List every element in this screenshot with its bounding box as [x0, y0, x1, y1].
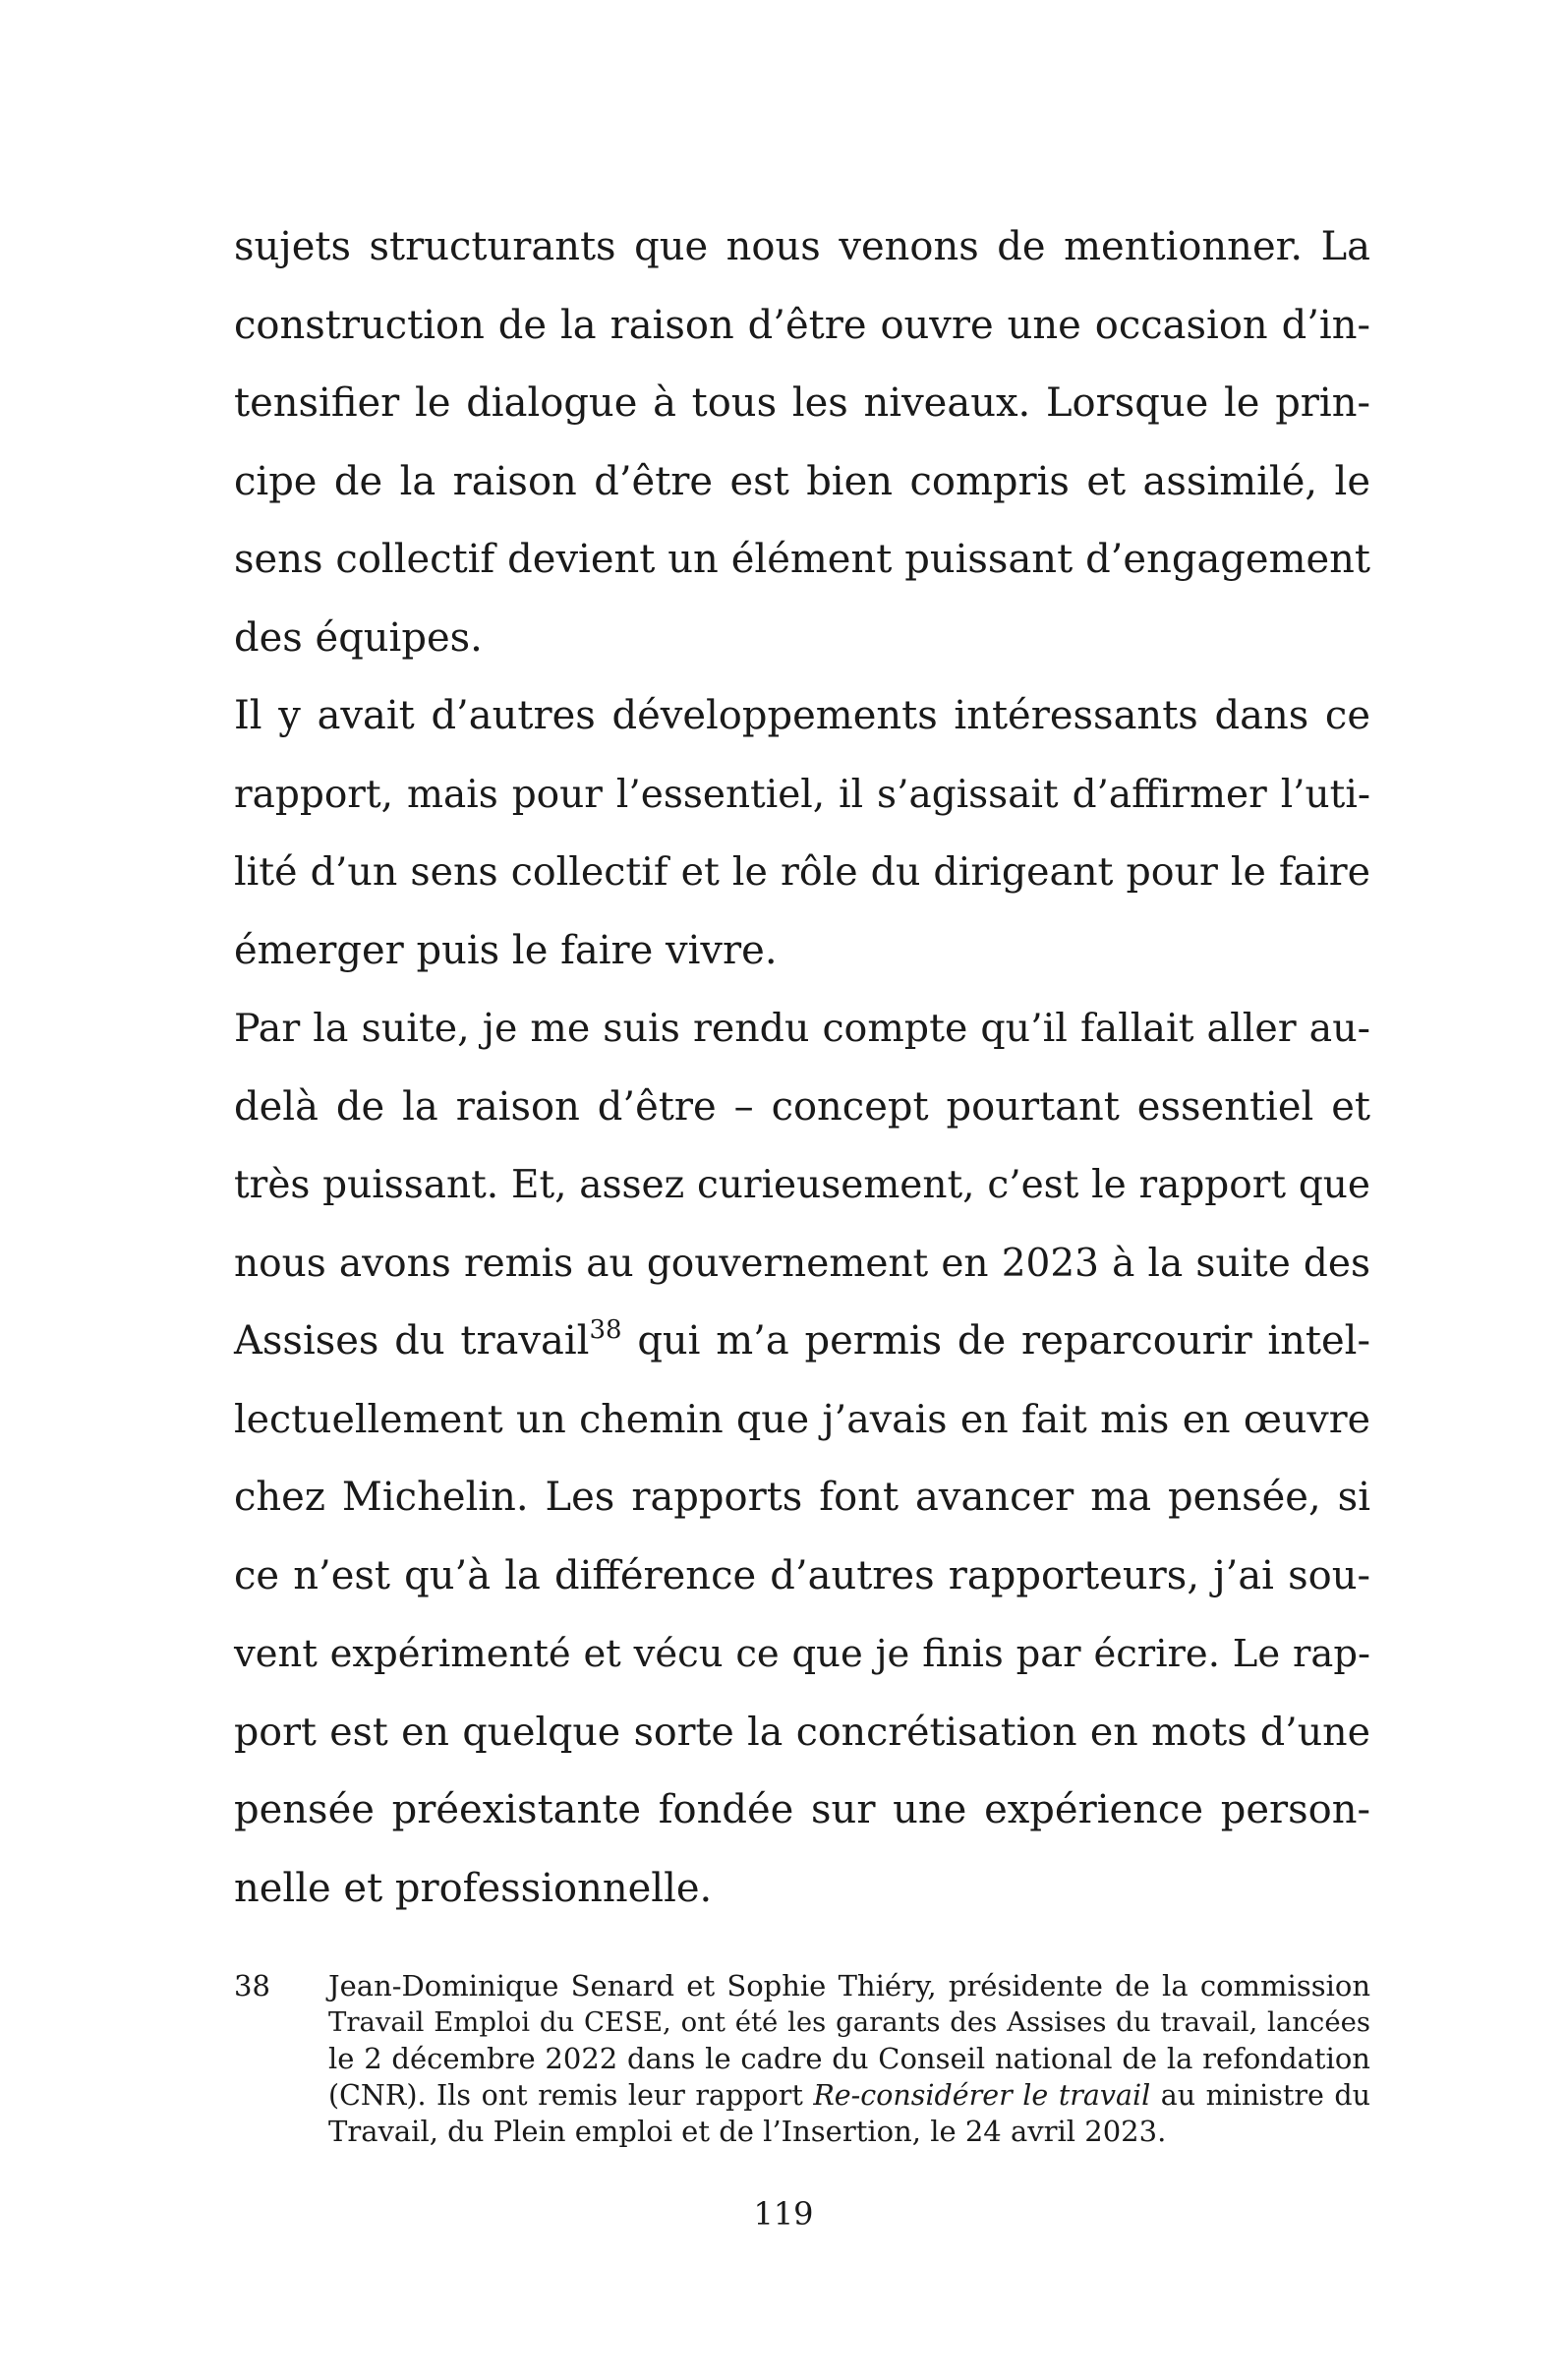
text-line: chez Michelin. Les rapports font avancer ma pensée, si	[234, 1475, 1370, 1520]
text-line: sens collectif devient un élément puissant d’engagement	[234, 537, 1370, 582]
text-line: des équipes.	[234, 614, 483, 661]
text-line: lité d’un sens collectif et le rôle du dirigeant pour le faire	[234, 849, 1370, 895]
text-line: port est en quelque sorte la concrétisation en mots d’une	[234, 1709, 1370, 1755]
text-line: cipe de la raison d’être est bien compris et assimilé, le	[234, 458, 1370, 504]
footnote-reference[interactable]: 38	[589, 1314, 622, 1345]
footnote-line: Travail Emploi du CESE, ont été les garants des Assises du travail, lancées	[328, 2006, 1370, 2038]
text-line: delà de la raison d’être – concept pourtant essentiel et	[234, 1083, 1370, 1130]
text-line: sujets structurants que nous venons de mentionner. La	[234, 224, 1370, 269]
text-line: construction de la raison d’être ouvre une occasion d’in-	[234, 302, 1370, 348]
footnote-segment: (CNR). Ils ont remis leur rapport	[328, 2079, 803, 2112]
text-line: Il y avait d’autres développements intéressants dans ce	[234, 693, 1370, 738]
report-title: Re-considérer le travail	[813, 2079, 1151, 2112]
text-line: vent expérimenté et vécu ce que je finis par écrire. Le rap-	[234, 1632, 1370, 1676]
footnote-number: 38	[234, 1969, 270, 2003]
text-line: émerger puis le faire vivre.	[234, 927, 778, 973]
text-line: Par la suite, je me suis rendu compte qu’il fallait aller au-	[234, 1006, 1370, 1051]
text-line: ce n’est qu’à la différence d’autres rapporteurs, j’ai sou-	[234, 1552, 1370, 1598]
text-line: rapport, mais pour l’essentiel, il s’agissait d’affirmer l’uti-	[234, 772, 1370, 817]
footnote-text	[328, 1968, 1370, 2150]
text-line: pensée préexistante fondée sur une expérience person-	[234, 1787, 1370, 1832]
text-line: tensifier le dialogue à tous les niveaux. Lorsque le prin-	[234, 380, 1370, 426]
footnote-line: le 2 décembre 2022 dans le cadre du Conseil national de la refondation	[328, 2042, 1370, 2075]
text-segment: qui m’a permis de reparcourir intel-	[637, 1318, 1370, 1364]
footnote-line: Jean-Dominique Senard et Sophie Thiéry, présidente de la commission	[328, 1969, 1370, 2003]
text-line: nous avons remis au gouvernement en 2023 à la suite des	[234, 1241, 1370, 1286]
footnote-segment: au ministre du	[1160, 2079, 1371, 2112]
footnote-line: Travail, du Plein emploi et de l’Insertion, le 24 avril 2023.	[328, 2115, 1167, 2148]
text-line: lectuellement un chemin que j’avais en fait mis en œuvre	[234, 1396, 1370, 1442]
text-line	[234, 1303, 1370, 1381]
text-segment: Assises du travail	[234, 1318, 590, 1364]
text-line: nelle et professionnelle.	[234, 1865, 713, 1911]
text-line: très puissant. Et, assez curieusement, c’est le rapport que	[234, 1163, 1370, 1207]
page-number: 119	[753, 2195, 814, 2233]
footnote-line	[328, 2077, 1370, 2114]
main-text	[234, 208, 1370, 1928]
